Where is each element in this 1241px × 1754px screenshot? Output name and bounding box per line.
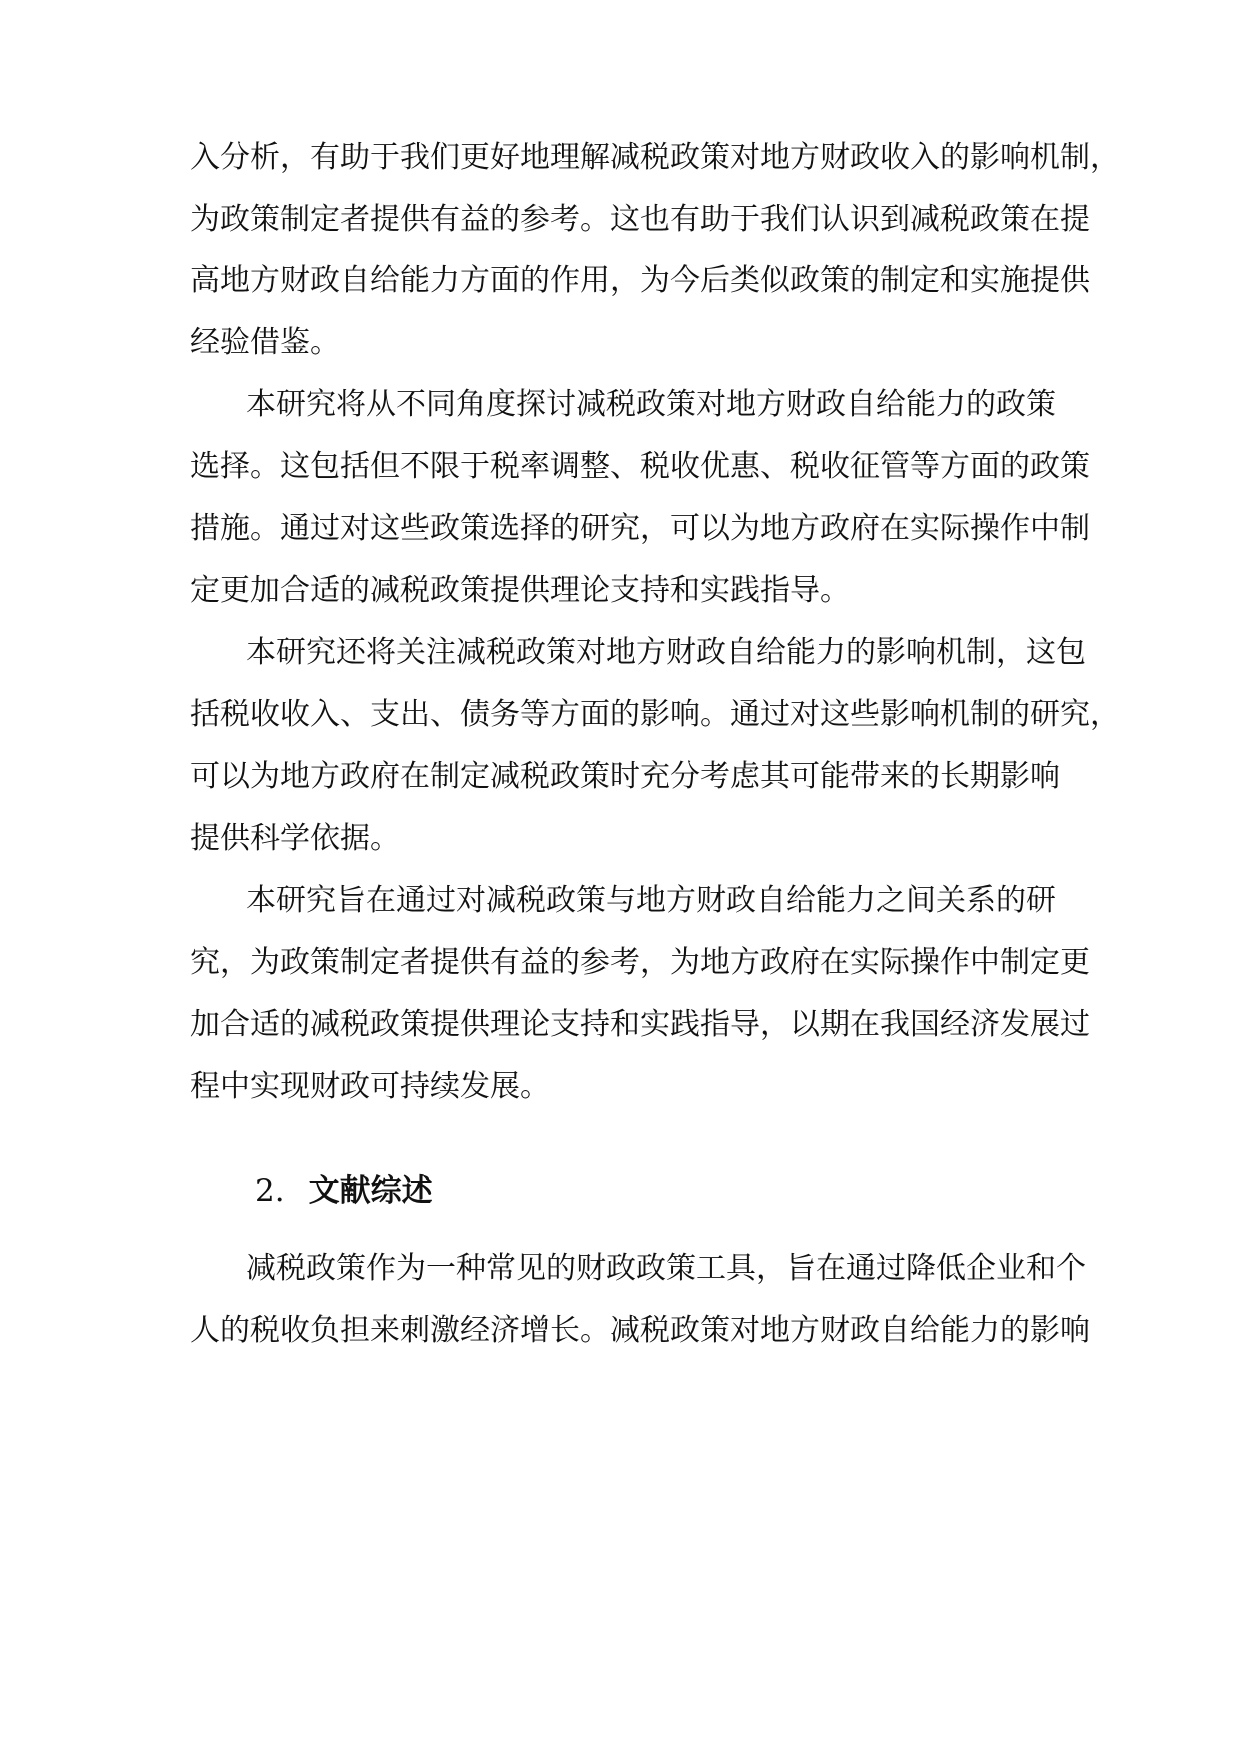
text-line: 括税收收入、支出、债务等方面的影响。通过对这些影响机制的研究， xyxy=(190,697,1120,732)
text-line: 本研究旨在通过对减税政策与地方财政自给能力之间关系的研 xyxy=(246,883,1056,918)
text-line: 究，为政策制定者提供有益的参考，为地方政府在实际操作中制定更 xyxy=(190,945,1090,980)
text-line: 入分析，有助于我们更好地理解减税政策对地方财政收入的影响机制， xyxy=(190,140,1120,175)
text-line: 本研究将从不同角度探讨减税政策对地方财政自给能力的政策 xyxy=(246,387,1056,422)
text-line: 为政策制定者提供有益的参考。这也有助于我们认识到减税政策在提 xyxy=(190,202,1090,237)
section-number: 2. xyxy=(255,1173,285,1209)
text-line: 减税政策作为一种常见的财政政策工具，旨在通过降低企业和个 xyxy=(246,1251,1086,1286)
text-line: 本研究还将关注减税政策对地方财政自给能力的影响机制，这包 xyxy=(246,635,1086,670)
text-line: 经验借鉴。 xyxy=(190,325,340,360)
text-line: 人的税收负担来刺激经济增长。减税政策对地方财政自给能力的影响 xyxy=(190,1313,1090,1348)
section-heading xyxy=(255,1171,433,1211)
text-line: 提供科学依据。 xyxy=(190,821,400,856)
text-line: 选择。这包括但不限于税率调整、税收优惠、税收征管等方面的政策 xyxy=(190,449,1090,484)
text-line: 高地方财政自给能力方面的作用，为今后类似政策的制定和实施提供 xyxy=(190,263,1090,298)
text-line: 程中实现财政可持续发展。 xyxy=(190,1069,550,1104)
text-line: 可以为地方政府在制定减税政策时充分考虑其可能带来的长期影响 xyxy=(190,759,1060,794)
text-line: 加合适的减税政策提供理论支持和实践指导，以期在我国经济发展过 xyxy=(190,1007,1090,1042)
text-line: 措施。通过对这些政策选择的研究，可以为地方政府在实际操作中制 xyxy=(190,511,1090,546)
section-title: 文献综述 xyxy=(308,1173,433,1209)
text-line: 定更加合适的减税政策提供理论支持和实践指导。 xyxy=(190,573,850,608)
